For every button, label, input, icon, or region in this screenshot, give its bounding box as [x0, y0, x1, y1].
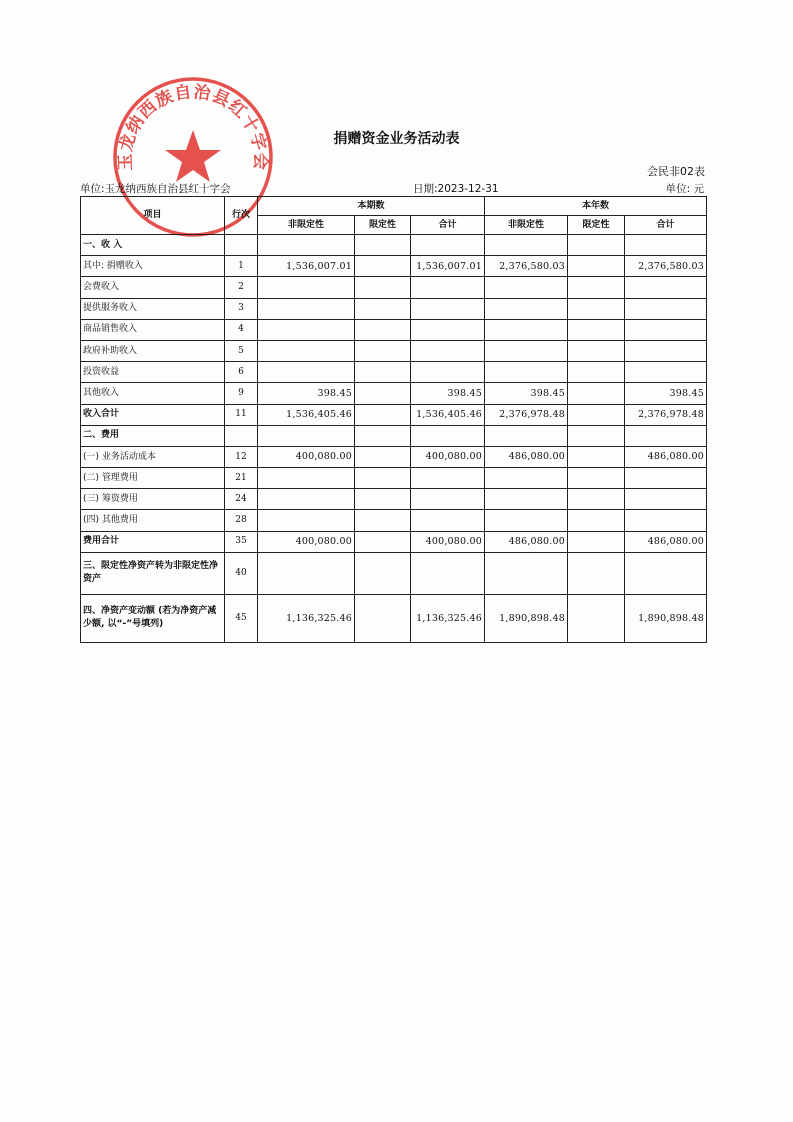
current-unrestricted-cell: 1,536,007.01: [258, 256, 355, 277]
year-restricted-cell: [568, 340, 625, 361]
table-row: [81, 277, 707, 298]
year-restricted-cell: [568, 235, 625, 256]
line-no-cell: 11: [225, 404, 258, 425]
current-unrestricted-cell: [258, 489, 355, 510]
current-restricted-cell: [355, 277, 411, 298]
item-cell: (一) 业务活动成本: [81, 446, 225, 467]
year-unrestricted-cell: 1,890,898.48: [485, 594, 568, 642]
current-total-cell: [411, 235, 485, 256]
current-restricted-cell: [355, 552, 411, 594]
line-no-cell: 2: [225, 277, 258, 298]
current-unrestricted-cell: [258, 319, 355, 340]
year-total-cell: [625, 277, 707, 298]
current-total-cell: [411, 552, 485, 594]
table-row: [81, 319, 707, 340]
table-row: [81, 425, 707, 446]
current-total-cell: [411, 298, 485, 319]
year-restricted-cell: [568, 552, 625, 594]
current-restricted-cell: [355, 340, 411, 361]
item-cell: 三、限定性净资产转为非限定性净资产: [81, 552, 225, 594]
item-cell: 其中: 捐赠收入: [81, 256, 225, 277]
current-total-cell: [411, 362, 485, 383]
current-restricted-cell: [355, 468, 411, 489]
line-no-cell: 24: [225, 489, 258, 510]
header-current-year: 本年数: [485, 197, 707, 216]
organization-label: 单位:玉龙纳西族自治县红十字会: [80, 183, 231, 195]
header-yr-total: 合计: [625, 216, 707, 235]
current-unrestricted-cell: [258, 340, 355, 361]
line-no-cell: 1: [225, 256, 258, 277]
year-total-cell: [625, 340, 707, 361]
current-restricted-cell: [355, 531, 411, 552]
year-restricted-cell: [568, 468, 625, 489]
year-total-cell: [625, 235, 707, 256]
current-total-cell: [411, 489, 485, 510]
header-current-period: 本期数: [258, 197, 485, 216]
line-no-cell: 12: [225, 446, 258, 467]
line-no-cell: 4: [225, 319, 258, 340]
year-restricted-cell: [568, 298, 625, 319]
item-cell: 商品销售收入: [81, 319, 225, 340]
current-unrestricted-cell: [258, 468, 355, 489]
table-row: [81, 383, 707, 404]
year-total-cell: 1,890,898.48: [625, 594, 707, 642]
year-unrestricted-cell: [485, 298, 568, 319]
year-total-cell: 398.45: [625, 383, 707, 404]
line-no-cell: 9: [225, 383, 258, 404]
form-code: 会民非02表: [647, 165, 705, 178]
item-cell: 其他收入: [81, 383, 225, 404]
year-restricted-cell: [568, 404, 625, 425]
current-unrestricted-cell: 1,536,405.46: [258, 404, 355, 425]
line-no-cell: 5: [225, 340, 258, 361]
year-total-cell: 2,376,978.48: [625, 404, 707, 425]
year-unrestricted-cell: 486,080.00: [485, 446, 568, 467]
item-cell: 二、费用: [81, 425, 225, 446]
year-total-cell: 486,080.00: [625, 531, 707, 552]
year-unrestricted-cell: [485, 277, 568, 298]
item-cell: 会费收入: [81, 277, 225, 298]
line-no-cell: 28: [225, 510, 258, 531]
table-row: [81, 235, 707, 256]
line-no-cell: 21: [225, 468, 258, 489]
line-no-cell: [225, 425, 258, 446]
year-restricted-cell: [568, 277, 625, 298]
report-body: [81, 235, 707, 643]
svg-text:玉龙纳西族自治县红十字会: 玉龙纳西族自治县红十字会: [115, 82, 271, 172]
table-row: [81, 531, 707, 552]
item-cell: 费用合计: [81, 531, 225, 552]
header-item: 项目: [81, 197, 225, 235]
header-cur-total: 合计: [411, 216, 485, 235]
current-total-cell: [411, 340, 485, 361]
year-restricted-cell: [568, 425, 625, 446]
header-cur-restricted: 限定性: [355, 216, 411, 235]
year-total-cell: [625, 468, 707, 489]
table-row: [81, 468, 707, 489]
year-total-cell: [625, 489, 707, 510]
currency-unit-label: 单位: 元: [665, 183, 704, 195]
year-unrestricted-cell: [485, 468, 568, 489]
year-restricted-cell: [568, 594, 625, 642]
activity-report-table: [80, 196, 707, 643]
header-yr-unrestricted: 非限定性: [485, 216, 568, 235]
line-no-cell: [225, 235, 258, 256]
table-row: [81, 446, 707, 467]
year-total-cell: 2,376,580.03: [625, 256, 707, 277]
current-unrestricted-cell: [258, 235, 355, 256]
year-total-cell: [625, 425, 707, 446]
header-yr-restricted: 限定性: [568, 216, 625, 235]
current-total-cell: 398.45: [411, 383, 485, 404]
current-restricted-cell: [355, 594, 411, 642]
current-restricted-cell: [355, 256, 411, 277]
year-restricted-cell: [568, 319, 625, 340]
item-cell: (三) 筹资费用: [81, 489, 225, 510]
current-restricted-cell: [355, 489, 411, 510]
line-no-cell: 40: [225, 552, 258, 594]
header-line-no: 行次: [225, 197, 258, 235]
current-unrestricted-cell: [258, 362, 355, 383]
current-unrestricted-cell: 400,080.00: [258, 531, 355, 552]
year-restricted-cell: [568, 362, 625, 383]
year-unrestricted-cell: [485, 552, 568, 594]
item-cell: (四) 其他费用: [81, 510, 225, 531]
current-total-cell: 1,536,405.46: [411, 404, 485, 425]
year-unrestricted-cell: [485, 425, 568, 446]
current-restricted-cell: [355, 425, 411, 446]
year-unrestricted-cell: [485, 235, 568, 256]
year-unrestricted-cell: 398.45: [485, 383, 568, 404]
report-title: 捐赠资金业务活动表: [333, 131, 460, 147]
table-row: [81, 298, 707, 319]
year-unrestricted-cell: 486,080.00: [485, 531, 568, 552]
report-date: 日期:2023-12-31: [413, 183, 499, 195]
year-unrestricted-cell: [485, 362, 568, 383]
current-restricted-cell: [355, 446, 411, 467]
year-total-cell: 486,080.00: [625, 446, 707, 467]
current-restricted-cell: [355, 383, 411, 404]
year-restricted-cell: [568, 256, 625, 277]
current-unrestricted-cell: 400,080.00: [258, 446, 355, 467]
year-unrestricted-cell: [485, 319, 568, 340]
year-unrestricted-cell: [485, 489, 568, 510]
year-restricted-cell: [568, 446, 625, 467]
table-row: [81, 362, 707, 383]
current-total-cell: 1,136,325.46: [411, 594, 485, 642]
year-restricted-cell: [568, 383, 625, 404]
table-row: [81, 510, 707, 531]
table-row: [81, 404, 707, 425]
table-row: [81, 552, 707, 594]
item-cell: (二) 管理费用: [81, 468, 225, 489]
current-restricted-cell: [355, 298, 411, 319]
year-total-cell: [625, 298, 707, 319]
current-unrestricted-cell: 398.45: [258, 383, 355, 404]
year-total-cell: [625, 319, 707, 340]
year-restricted-cell: [568, 531, 625, 552]
current-restricted-cell: [355, 235, 411, 256]
current-total-cell: [411, 510, 485, 531]
year-total-cell: [625, 552, 707, 594]
current-unrestricted-cell: [258, 277, 355, 298]
table-row: [81, 594, 707, 642]
current-unrestricted-cell: 1,136,325.46: [258, 594, 355, 642]
item-cell: 投资收益: [81, 362, 225, 383]
item-cell: 政府补助收入: [81, 340, 225, 361]
year-unrestricted-cell: 2,376,978.48: [485, 404, 568, 425]
year-unrestricted-cell: [485, 510, 568, 531]
current-total-cell: [411, 425, 485, 446]
current-restricted-cell: [355, 319, 411, 340]
current-total-cell: [411, 319, 485, 340]
current-total-cell: 1,536,007.01: [411, 256, 485, 277]
current-unrestricted-cell: [258, 510, 355, 531]
current-total-cell: 400,080.00: [411, 446, 485, 467]
report-meta-row: [80, 181, 706, 195]
current-unrestricted-cell: [258, 552, 355, 594]
current-total-cell: 400,080.00: [411, 531, 485, 552]
table-row: [81, 256, 707, 277]
item-cell: 四、净资产变动额 (若为净资产减少额, 以“-”号填列): [81, 594, 225, 642]
current-total-cell: [411, 277, 485, 298]
current-unrestricted-cell: [258, 298, 355, 319]
line-no-cell: 3: [225, 298, 258, 319]
current-unrestricted-cell: [258, 425, 355, 446]
line-no-cell: 6: [225, 362, 258, 383]
year-total-cell: [625, 362, 707, 383]
item-cell: 提供服务收入: [81, 298, 225, 319]
year-unrestricted-cell: 2,376,580.03: [485, 256, 568, 277]
header-cur-unrestricted: 非限定性: [258, 216, 355, 235]
year-total-cell: [625, 510, 707, 531]
item-cell: 收入合计: [81, 404, 225, 425]
year-restricted-cell: [568, 510, 625, 531]
table-row: [81, 489, 707, 510]
year-restricted-cell: [568, 489, 625, 510]
line-no-cell: 35: [225, 531, 258, 552]
line-no-cell: 45: [225, 594, 258, 642]
current-restricted-cell: [355, 362, 411, 383]
year-unrestricted-cell: [485, 340, 568, 361]
item-cell: 一、收 入: [81, 235, 225, 256]
current-total-cell: [411, 468, 485, 489]
current-restricted-cell: [355, 404, 411, 425]
current-restricted-cell: [355, 510, 411, 531]
table-row: [81, 340, 707, 361]
